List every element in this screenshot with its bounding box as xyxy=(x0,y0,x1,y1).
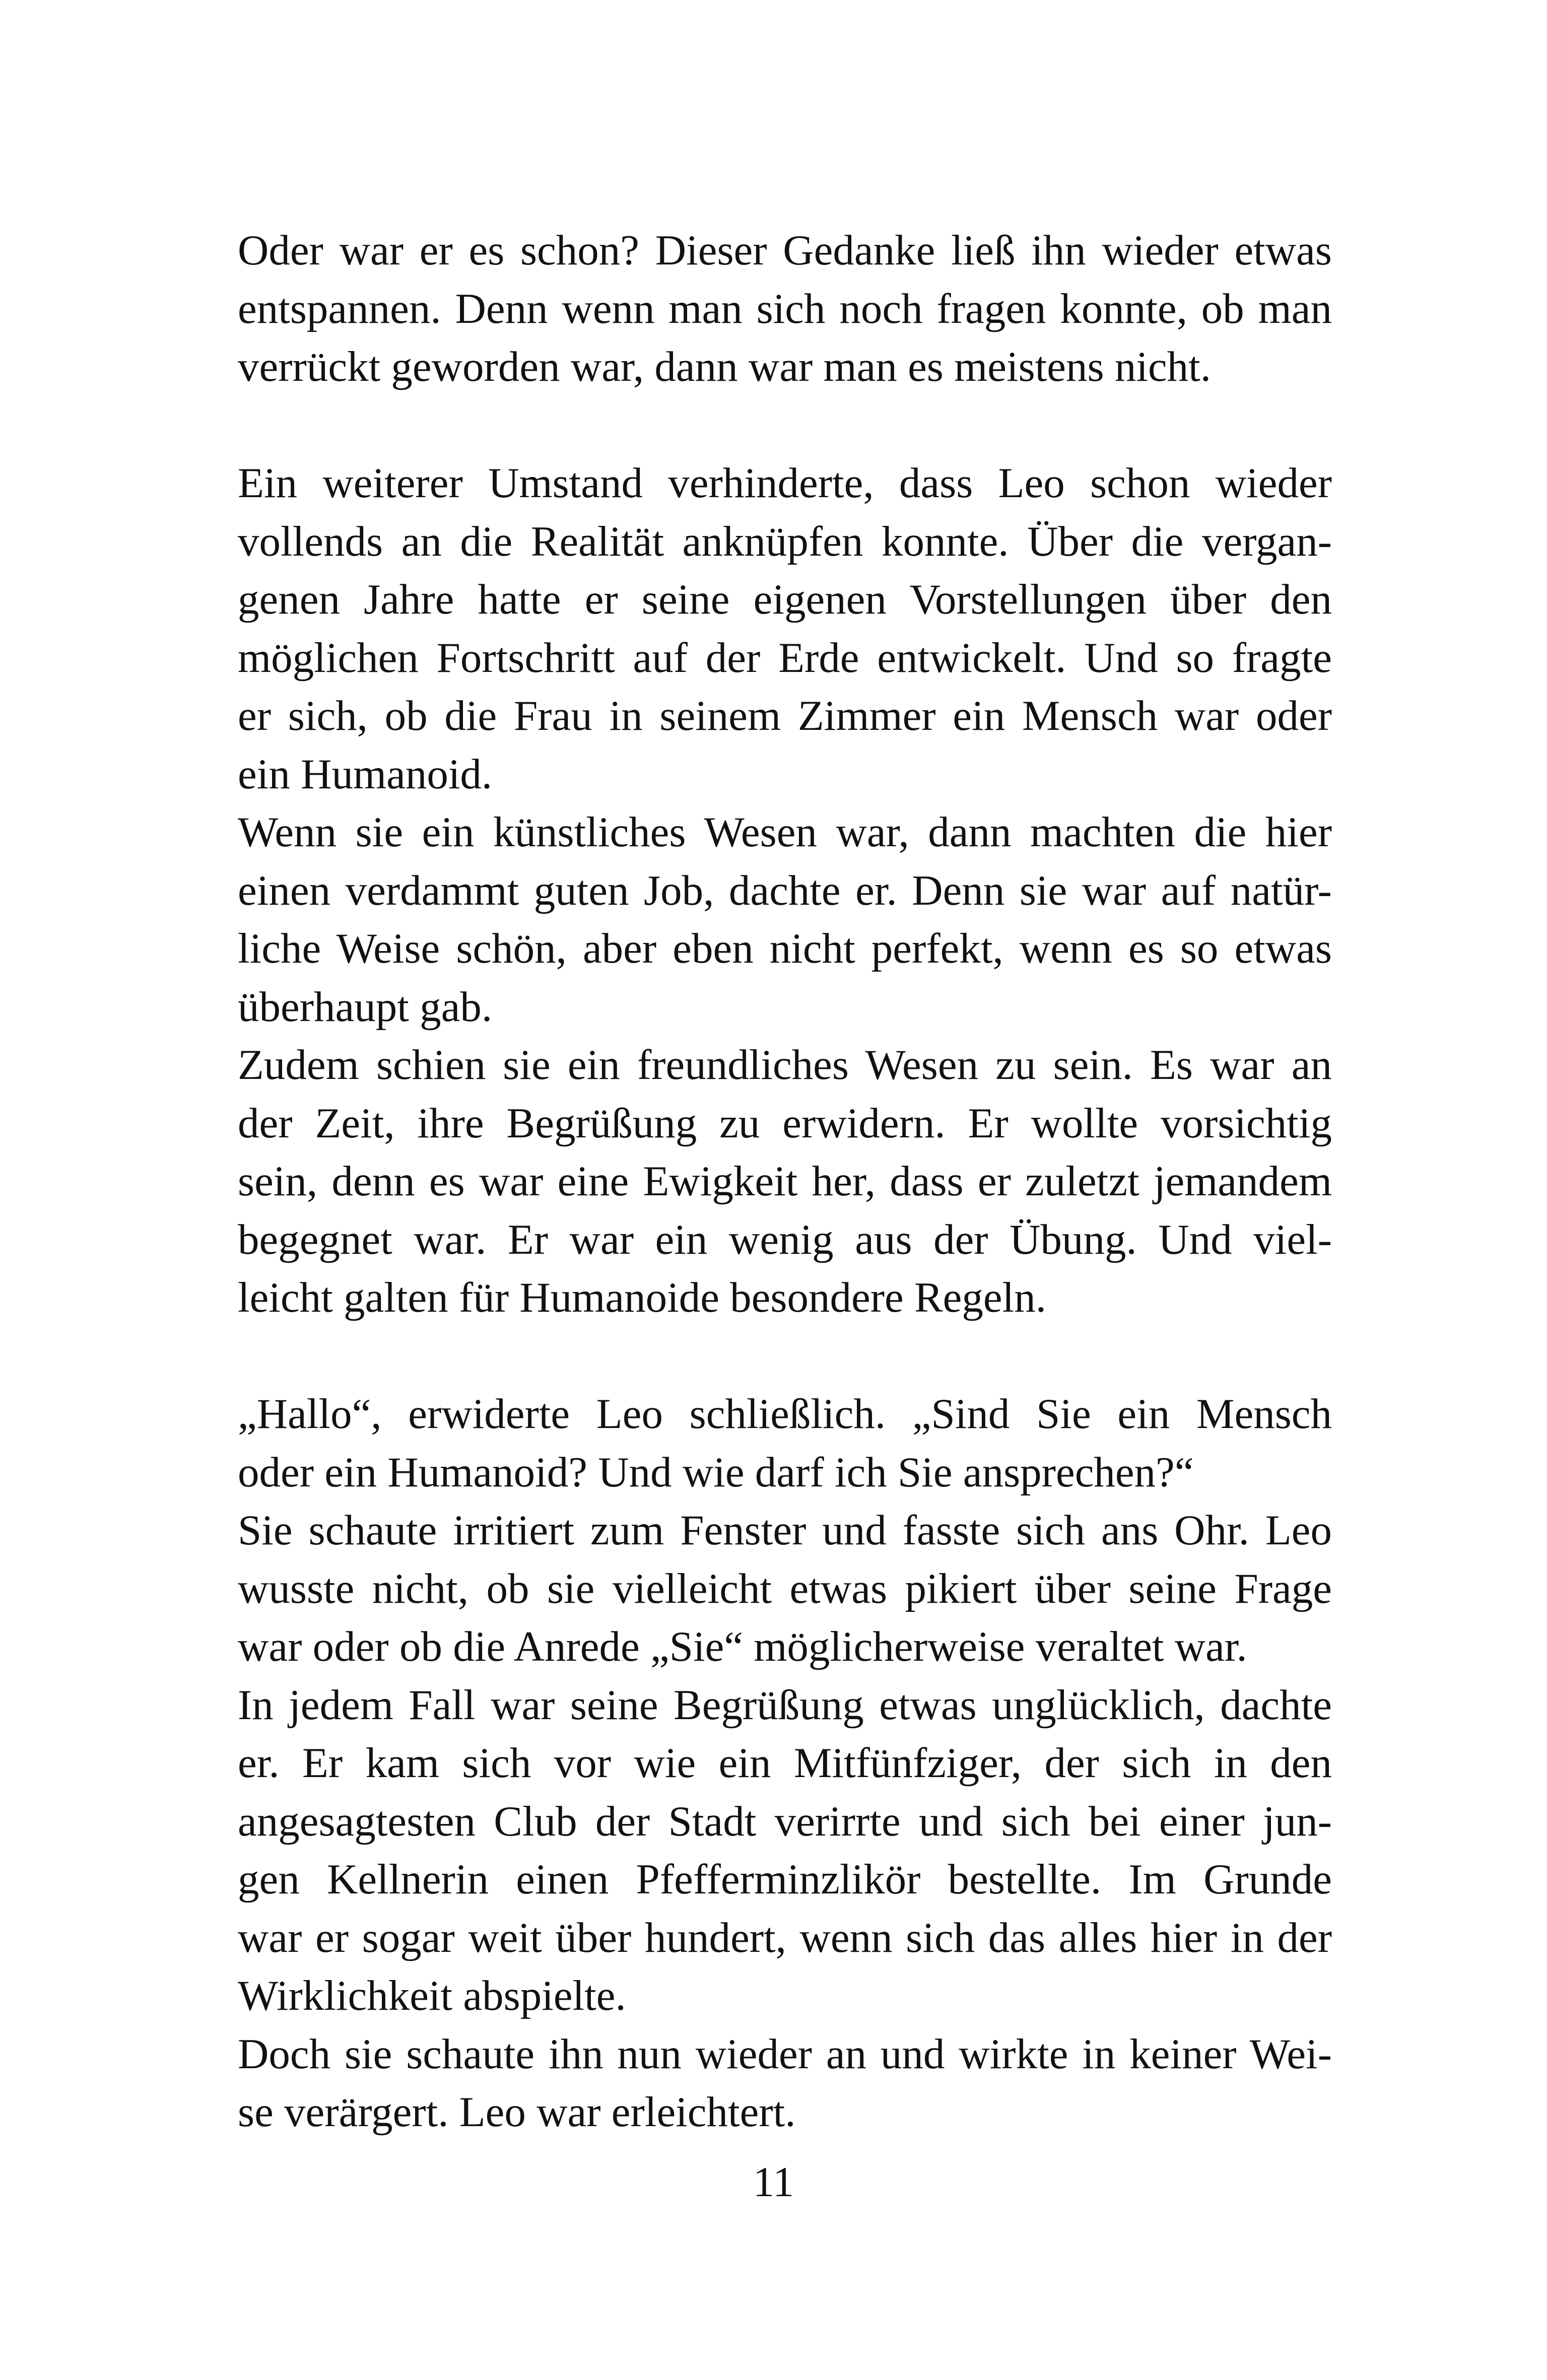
text-line: war er sogar weit über hundert, wenn sich das alles hier in der xyxy=(238,1914,1332,1961)
paragraph-4 xyxy=(238,1036,1332,1327)
paragraph-3 xyxy=(238,803,1332,1036)
text-line: war oder ob die Anrede „Sie“ möglicherweise veraltet war. xyxy=(238,1623,1247,1670)
paragraph-6 xyxy=(238,1502,1332,1676)
text-line: einen verdammt guten Job, dachte er. Denn sie war auf natür- xyxy=(238,866,1332,914)
text-line: Wenn sie ein künstliches Wesen war, dann machten die hier xyxy=(238,808,1332,856)
text-line: liche Weise schön, aber eben nicht perfekt, wenn es so etwas xyxy=(238,925,1332,972)
text-line: Ein weiterer Umstand verhinderte, dass Leo schon wieder xyxy=(238,459,1332,507)
text-line: entspannen. Denn wenn man sich noch fragen konnte, ob man xyxy=(238,285,1332,332)
text-line: überhaupt gab. xyxy=(238,983,493,1031)
page-number: 11 xyxy=(753,2158,794,2206)
text-line: gen Kellnerin einen Pfefferminzlikör bestellte. Im Grunde xyxy=(238,1856,1332,1903)
text-line: sein, denn es war eine Ewigkeit her, dass er zuletzt jemandem xyxy=(238,1158,1332,1205)
text-line: Wirklichkeit abspielte. xyxy=(238,1972,626,2019)
paragraph-7 xyxy=(238,1676,1332,2025)
text-line: oder ein Humanoid? Und wie darf ich Sie ansprechen?“ xyxy=(238,1448,1194,1496)
book-page-body xyxy=(238,222,1332,2142)
text-line: Sie schaute irritiert zum Fenster und fasste sich ans Ohr. Leo xyxy=(238,1507,1332,1554)
text-line: begegnet war. Er war ein wenig aus der Übung. Und viel- xyxy=(238,1215,1332,1263)
text-line: „Hallo“, erwiderte Leo schließlich. „Sind Sie ein Mensch xyxy=(238,1390,1332,1438)
text-line: ein Humanoid. xyxy=(238,750,493,798)
text-line: In jedem Fall war seine Begrüßung etwas unglücklich, dachte xyxy=(238,1681,1332,1729)
paragraph-8 xyxy=(238,2025,1332,2142)
text-line: möglichen Fortschritt auf der Erde entwickelt. Und so fragte xyxy=(238,634,1332,682)
text-line: verrückt geworden war, dann war man es meistens nicht. xyxy=(238,343,1212,390)
text-line: angesagtesten Club der Stadt verirrte und sich bei einer jun- xyxy=(238,1797,1332,1845)
text-line: vollends an die Realität anknüpfen konnte. Über die vergan- xyxy=(238,517,1332,565)
paragraph-2 xyxy=(238,454,1332,803)
text-line: er. Er kam sich vor wie ein Mitfünfziger, der sich in den xyxy=(238,1739,1332,1787)
paragraph-gap xyxy=(238,1327,1332,1386)
text-line: Doch sie schaute ihn nun wieder an und wirkte in keiner Wei- xyxy=(238,2030,1332,2078)
text-line: leicht galten für Humanoide besondere Regeln. xyxy=(238,1274,1046,1321)
text-line: wusste nicht, ob sie vielleicht etwas pikiert über seine Frage xyxy=(238,1565,1332,1612)
text-line: er sich, ob die Frau in seinem Zimmer ein Mensch war oder xyxy=(238,692,1332,739)
text-line: Oder war er es schon? Dieser Gedanke ließ ihn wieder etwas xyxy=(238,227,1332,274)
paragraph-gap xyxy=(238,396,1332,455)
paragraph-5 xyxy=(238,1385,1332,1502)
text-line: der Zeit, ihre Begrüßung zu erwidern. Er wollte vorsichtig xyxy=(238,1099,1332,1147)
text-line: Zudem schien sie ein freundliches Wesen zu sein. Es war an xyxy=(238,1041,1332,1089)
text-line: se verärgert. Leo war erleichtert. xyxy=(238,2088,796,2136)
paragraph-1 xyxy=(238,222,1332,396)
text-line: genen Jahre hatte er seine eigenen Vorstellungen über den xyxy=(238,576,1332,623)
